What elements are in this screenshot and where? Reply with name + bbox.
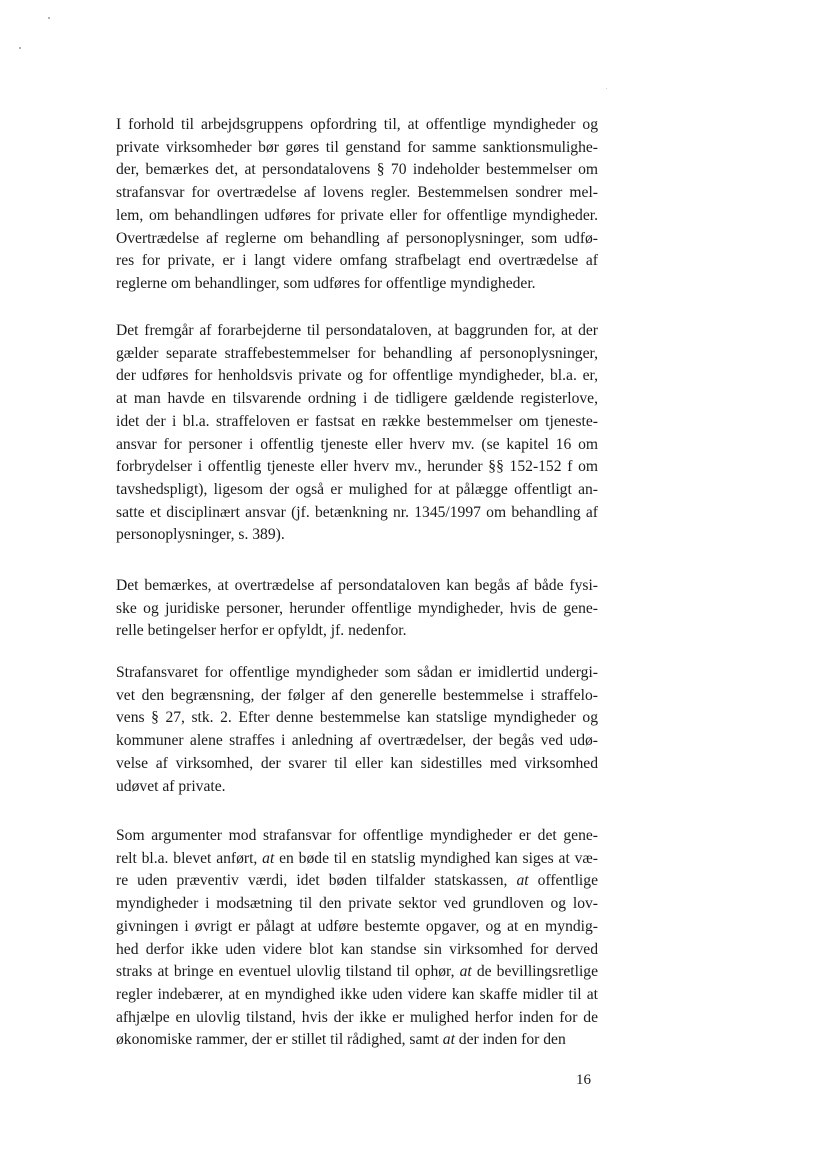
scan-speck — [606, 88, 607, 89]
text-line: afhjælpe en ulovlig tilstand, hvis der ikke er mulighed herfor inden for de — [116, 1008, 598, 1026]
text-line: der, bemærkes det, at persondatalovens § 70 indeholder bestemmelser om — [116, 161, 598, 179]
text-line: Overtrædelse af reglerne om behandling af personoplysninger, som udfø- — [116, 229, 598, 247]
text-line: udøvet af private. — [116, 777, 226, 795]
text-line: straks at bringe en eventuel ulovlig tilstand til ophør, at de bevillingsretlige — [116, 963, 598, 981]
text-line: re uden præventiv værdi, idet bøden tilfalder statskassen, at offentlige — [116, 872, 598, 890]
text-line: Det fremgår af forarbejderne til persondataloven, at baggrunden for, at der — [116, 322, 598, 339]
text-line: kommuner alene straffes i anledning af overtrædelser, der begås ved udø- — [116, 732, 598, 750]
text-line: idet der i bl.a. straffeloven er fastsat en række bestemmelser om tjeneste- — [116, 412, 598, 430]
scan-speck — [48, 17, 50, 19]
text-line: forbrydelser i offentlig tjeneste eller hverv mv., herunder §§ 152-152 f om — [116, 458, 598, 476]
text-line: reglerne om behandlinger, som udføres for offentlige myndigheder. — [116, 274, 536, 292]
text-line: velse af virksomhed, der svarer til eller kan sidestilles med virksomhed — [116, 754, 598, 772]
text-line: I forhold til arbejdsgruppens opfordring til, at offentlige myndigheder og — [116, 116, 598, 133]
text-line: tavshedspligt), ligesom der også er mulighed for at pålægge offentligt an- — [116, 480, 598, 498]
text-line: myndigheder i modsætning til den private sektor ved grundloven og lov- — [116, 895, 598, 913]
text-line: der udføres for henholdsvis private og for offentlige myndigheder, bl.a. er, — [116, 367, 598, 385]
text-line: ske og juridiske personer, herunder offentlige myndigheder, hvis de gene- — [116, 599, 598, 617]
text-line: Som argumenter mod strafansvar for offentlige myndigheder er det gene- — [116, 827, 598, 844]
text-line: personoplysninger, s. 389). — [116, 526, 285, 544]
text-line: regler indebærer, at en myndighed ikke uden videre kan skaffe midler til at — [116, 985, 598, 1003]
text-line: Det bemærkes, at overtrædelse af persondataloven kan begås af både fysi- — [116, 577, 598, 594]
text-line: økonomiske rammer, der er stillet til rådighed, samt at der inden for den — [116, 1031, 566, 1049]
text-line: relt bl.a. blevet anført, at en bøde til en statslig myndighed kan siges at væ- — [116, 849, 599, 867]
text-line: private virksomheder bør gøres til genstand for samme sanktionsmulighe- — [116, 138, 598, 156]
page-number: 16 — [576, 1072, 591, 1088]
text-line: givningen i øvrigt er pålagt at udføre bestemte opgaver, og at en myndig- — [116, 917, 598, 935]
scan-speck — [19, 47, 21, 49]
text-line: vens § 27, stk. 2. Efter denne bestemmelse kan statslige myndigheder og — [116, 709, 598, 727]
text-line: relle betingelser herfor er opfyldt, jf. nedenfor. — [116, 622, 407, 640]
text-line: at man havde en tilsvarende ordning i de tidligere gældende registerlove, — [116, 390, 598, 408]
text-line: res for private, er i langt videre omfang strafbelagt end overtrædelse af — [116, 252, 598, 270]
text-line: satte et disciplinært ansvar (jf. betænkning nr. 1345/1997 om behandling af — [116, 503, 598, 521]
text-line: hed derfor ikke uden videre blot kan standse sin virksomhed for derved — [116, 940, 598, 958]
text-line: vet den begrænsning, der følger af den generelle bestemmelse i straffelo- — [116, 686, 598, 704]
text-line: strafansvar for overtrædelse af lovens regler. Bestemmelsen sondrer mel- — [116, 184, 598, 202]
text-line: Strafansvaret for offentlige myndigheder som sådan er imidlertid undergi- — [116, 664, 598, 681]
text-line: lem, om behandlingen udføres for private eller for offentlige myndigheder. — [116, 206, 598, 224]
text-line: ansvar for personer i offentlig tjeneste eller hverv mv. (se kapitel 16 om — [116, 435, 598, 453]
text-line: gælder separate straffebestemmelser for behandling af personoplysninger, — [116, 344, 598, 362]
